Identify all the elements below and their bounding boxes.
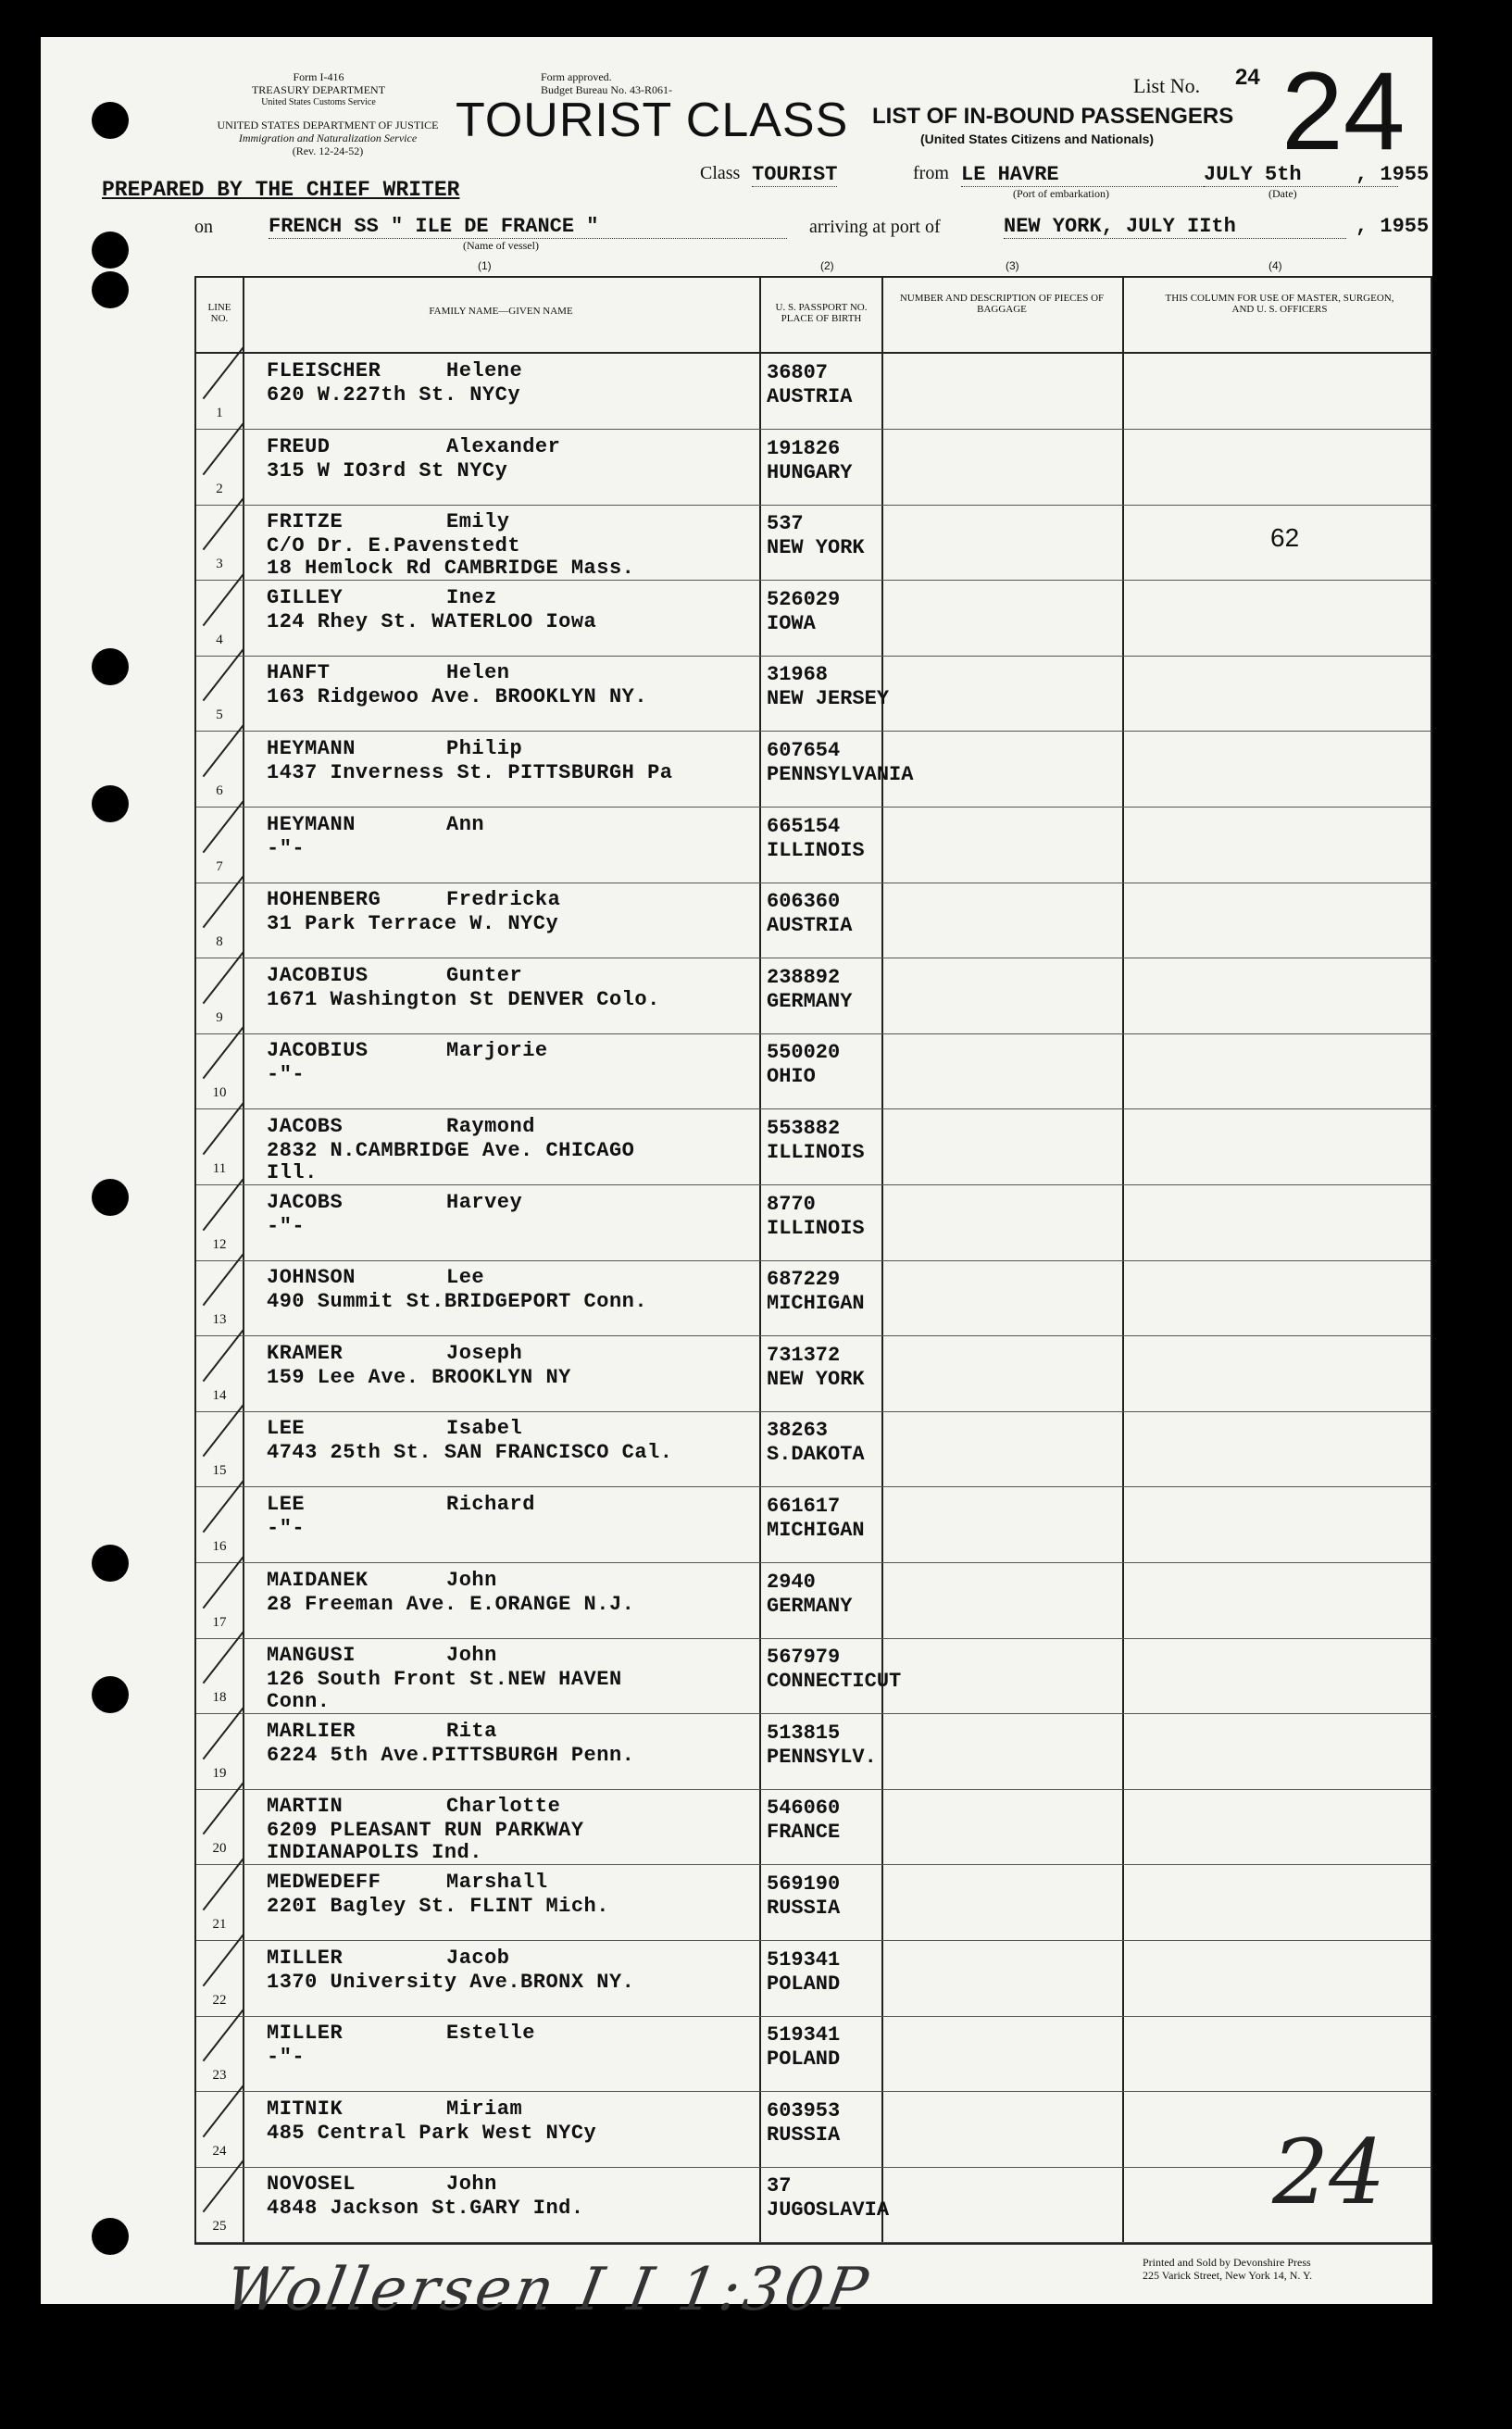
place-of-birth: HUNGARY <box>767 460 853 484</box>
line-number: 17 <box>212 1614 227 1630</box>
header-passport: U. S. PASSPORT NO. PLACE OF BIRTH <box>775 302 868 324</box>
list-subtitle: (United States Citizens and Nationals) <box>920 131 1155 146</box>
date-caption: (Date) <box>1268 187 1297 200</box>
header-officers: THIS COLUMN FOR USE OF MASTER, SURGEON, AND U. S. OFFICERS <box>1165 293 1394 315</box>
table-row <box>196 1941 1431 2017</box>
table-row <box>196 732 1431 808</box>
official-note: 62 <box>1270 523 1300 553</box>
passport-number: 8770 <box>767 1192 816 1216</box>
printer-line-1: Printed and Sold by Devonshire Press <box>1143 2256 1311 2269</box>
address: 126 South Front St.NEW HAVEN <box>267 1668 622 1692</box>
check-mark-icon <box>203 347 244 399</box>
family-name: JACOBIUS <box>267 1039 369 1063</box>
check-mark-icon <box>203 574 244 626</box>
embarkation-caption: (Port of embarkation) <box>1013 187 1109 200</box>
on-label: on <box>194 217 213 237</box>
given-name: Rita <box>446 1719 497 1743</box>
family-name: GILLEY <box>267 585 344 609</box>
check-mark-icon <box>203 1934 244 1985</box>
place-of-birth: GERMANY <box>767 1594 853 1618</box>
binder-hole <box>92 232 129 269</box>
check-mark-icon <box>203 1330 244 1382</box>
line-number: 18 <box>212 1690 227 1706</box>
vessel-caption: (Name of vessel) <box>463 239 539 252</box>
table-row <box>196 656 1431 732</box>
family-name: FRITZE <box>267 510 344 534</box>
address: 159 Lee Ave. BROOKLYN NY <box>267 1365 571 1389</box>
form-title: TOURIST CLASS <box>456 94 849 147</box>
place-of-birth: ILLINOIS <box>767 1216 865 1240</box>
passport-number: 519341 <box>767 2023 841 2047</box>
table-row <box>196 808 1431 883</box>
address: -"- <box>267 2046 306 2070</box>
table-row <box>196 1638 1431 1714</box>
table-row <box>196 1714 1431 1790</box>
line-number: 4 <box>216 632 223 647</box>
table-row <box>196 1789 1431 1865</box>
place-of-birth: GERMANY <box>767 989 853 1013</box>
given-name: John <box>446 2172 497 2197</box>
printer-line-2: 225 Varick Street, New York 14, N. Y. <box>1143 2269 1313 2282</box>
family-name: KRAMER <box>267 1341 344 1365</box>
line-number: 24 <box>212 2143 227 2159</box>
budget-label: Budget Bureau No. 43-R061- <box>541 83 672 96</box>
place-of-birth: NEW JERSEY <box>767 687 890 711</box>
line-number: 16 <box>212 1539 227 1554</box>
line-number: 2 <box>216 481 223 496</box>
family-name: MEDWEDEFF <box>267 1871 381 1894</box>
address: 4848 Jackson St.GARY Ind. <box>267 2197 584 2221</box>
line-number: 10 <box>212 1085 227 1101</box>
given-name: Charlotte <box>446 1795 561 1819</box>
family-name: NOVOSEL <box>267 2172 356 2197</box>
binder-hole <box>92 102 129 139</box>
given-name: John <box>446 1568 497 1592</box>
table-row <box>196 1865 1431 1941</box>
check-mark-icon <box>203 800 244 852</box>
check-mark-icon <box>203 725 244 777</box>
place-of-birth: S.DAKOTA <box>767 1443 865 1467</box>
check-mark-icon <box>203 649 244 701</box>
check-mark-icon <box>203 876 244 928</box>
justice-block <box>189 119 467 157</box>
header-line-no: LINE NO. <box>207 302 231 324</box>
check-mark-icon <box>203 2085 244 2137</box>
given-name: Helene <box>446 359 523 382</box>
list-number-small: 24 <box>1235 65 1260 90</box>
from-label: from <box>913 163 949 183</box>
given-name: Ann <box>446 812 485 836</box>
family-name: MARLIER <box>267 1719 356 1743</box>
from-value: LE HAVRE <box>961 163 1230 187</box>
table-row <box>196 2167 1431 2243</box>
prepared-by: PREPARED BY THE CHIEF WRITER <box>102 178 460 202</box>
check-mark-icon <box>203 2160 244 2212</box>
line-number: 21 <box>212 1917 227 1932</box>
place-of-birth: AUSTRIA <box>767 385 853 408</box>
col-num-1: (1) <box>478 259 492 272</box>
line-number: 8 <box>216 934 223 950</box>
given-name: Fredricka <box>446 888 561 912</box>
address: -"- <box>267 1063 306 1087</box>
family-name: MARTIN <box>267 1795 344 1819</box>
place-of-birth: OHIO <box>767 1065 816 1089</box>
place-of-birth: RUSSIA <box>767 1897 841 1920</box>
table-row <box>196 581 1431 657</box>
line-number: 15 <box>212 1463 227 1479</box>
list-number-label: List No. <box>1133 74 1201 97</box>
arrival-year: , 1955 <box>1356 215 1430 238</box>
family-name: LEE <box>267 1417 306 1441</box>
table-row <box>196 1563 1431 1639</box>
place-of-birth: CONNECTICUT <box>767 1670 902 1694</box>
address-line-2: Ill. <box>267 1161 318 1184</box>
given-name: Emily <box>446 510 510 534</box>
line-number: 13 <box>212 1312 227 1328</box>
binder-hole <box>92 271 129 308</box>
binder-hole <box>92 2218 129 2255</box>
binder-hole <box>92 648 129 685</box>
treasury-label: TREASURY DEPARTMENT <box>251 83 386 96</box>
place-of-birth: POLAND <box>767 2047 841 2072</box>
table-row <box>196 1109 1431 1185</box>
check-mark-icon <box>203 1405 244 1457</box>
line-number: 7 <box>216 858 223 874</box>
passport-number: 38263 <box>767 1419 829 1443</box>
form-number: Form I-416 <box>293 70 344 83</box>
passport-number: 607654 <box>767 739 841 762</box>
line-number: 3 <box>216 557 223 572</box>
family-name: JOHNSON <box>267 1266 356 1290</box>
passport-number: 36807 <box>767 361 829 384</box>
given-name: Richard <box>446 1493 535 1516</box>
passport-number: 606360 <box>767 890 841 914</box>
passport-number: 731372 <box>767 1343 841 1367</box>
place-of-birth: AUSTRIA <box>767 914 853 938</box>
address: 490 Summit St.BRIDGEPORT Conn. <box>267 1290 648 1314</box>
address: 1671 Washington St DENVER Colo. <box>267 987 660 1011</box>
table-row <box>196 2092 1431 2168</box>
given-name: Jacob <box>446 1946 510 1970</box>
departure-year: , 1955 <box>1356 163 1430 186</box>
place-of-birth: ILLINOIS <box>767 1141 865 1164</box>
form-id-block <box>198 70 439 109</box>
customs-label: United States Customs Service <box>261 97 376 107</box>
col-num-3: (3) <box>1006 259 1019 272</box>
passport-number: 513815 <box>767 1721 841 1745</box>
given-name: Joseph <box>446 1341 523 1365</box>
address: 31 Park Terrace W. NYCy <box>267 912 559 936</box>
given-name: Helen <box>446 661 510 685</box>
line-number: 14 <box>212 1387 227 1403</box>
address: -"- <box>267 836 306 860</box>
passport-number: 553882 <box>767 1117 841 1140</box>
address: 124 Rhey St. WATERLOO Iowa <box>267 609 597 633</box>
address: 220I Bagley St. FLINT Mich. <box>267 1895 609 1918</box>
line-number: 23 <box>212 2068 227 2084</box>
table-row <box>196 430 1431 506</box>
given-name: Marjorie <box>446 1039 548 1063</box>
table-row <box>196 1411 1431 1487</box>
passport-number: 37 <box>767 2174 792 2198</box>
check-mark-icon <box>203 1481 244 1533</box>
binder-hole <box>92 1179 129 1216</box>
address: 315 W IO3rd St NYCy <box>267 458 508 482</box>
given-name: Philip <box>446 737 523 760</box>
margin-number: 24 <box>1272 2121 1386 2224</box>
list-number-big: 24 <box>1281 49 1406 173</box>
family-name: JACOBS <box>267 1115 344 1138</box>
address: 1370 University Ave.BRONX NY. <box>267 1970 635 1994</box>
address: 485 Central Park West NYCy <box>267 2121 597 2145</box>
given-name: Raymond <box>446 1115 535 1138</box>
address: 620 W.227th St. NYCy <box>267 383 521 407</box>
family-name: MITNIK <box>267 2097 344 2121</box>
address: -"- <box>267 1517 306 1540</box>
check-mark-icon <box>203 498 244 550</box>
table-row <box>196 1260 1431 1336</box>
address-line-2: Conn. <box>267 1690 331 1714</box>
place-of-birth: RUSSIA <box>767 2122 841 2147</box>
family-name: HOHENBERG <box>267 888 381 912</box>
header-name: FAMILY NAME—GIVEN NAME <box>429 306 573 317</box>
arriving-label: arriving at port of <box>809 217 941 237</box>
place-of-birth: IOWA <box>767 611 816 635</box>
class-value: TOURIST <box>752 163 838 186</box>
address: C/O Dr. E.Pavenstedt <box>267 534 521 558</box>
family-name: HANFT <box>267 661 331 685</box>
family-name: MAIDANEK <box>267 1568 369 1592</box>
family-name: MILLER <box>267 2022 344 2046</box>
approval-label: Form approved. <box>541 70 612 83</box>
line-number: 25 <box>212 2219 227 2235</box>
family-name: FLEISCHER <box>267 359 381 382</box>
passport-number: 238892 <box>767 965 841 989</box>
passport-number: 537 <box>767 512 804 536</box>
given-name: Estelle <box>446 2022 535 2046</box>
binder-hole <box>92 1676 129 1713</box>
passport-number: 550020 <box>767 1041 841 1065</box>
passport-number: 567979 <box>767 1646 841 1670</box>
address: 163 Ridgewoo Ave. BROOKLYN NY. <box>267 685 648 709</box>
check-mark-icon <box>203 1632 244 1684</box>
place-of-birth: FRANCE <box>767 1821 841 1845</box>
given-name: Marshall <box>446 1871 548 1894</box>
address: 2832 N.CAMBRIDGE Ave. CHICAGO <box>267 1139 635 1162</box>
given-name: Miriam <box>446 2097 523 2121</box>
address: -"- <box>267 1214 306 1238</box>
class-label: Class <box>700 163 741 183</box>
given-name: Lee <box>446 1266 485 1290</box>
header-baggage: NUMBER AND DESCRIPTION OF PIECES OF BAGGAGE <box>899 293 1105 315</box>
table-row <box>196 1336 1431 1412</box>
address: 1437 Inverness St. PITTSBURGH Pa <box>267 761 673 784</box>
address-line-2: INDIANAPOLIS Ind. <box>267 1841 482 1865</box>
table-row <box>196 958 1431 1034</box>
ins-label: Immigration and Naturalization Service <box>238 131 418 144</box>
check-mark-icon <box>203 1178 244 1230</box>
col-num-2: (2) <box>820 259 834 272</box>
address: 28 Freeman Ave. E.ORANGE N.J. <box>267 1592 635 1616</box>
family-name: LEE <box>267 1493 306 1516</box>
line-number: 9 <box>216 1009 223 1025</box>
passport-number: 661617 <box>767 1495 841 1518</box>
check-mark-icon <box>203 952 244 1004</box>
passport-number: 191826 <box>767 436 841 460</box>
line-number: 22 <box>212 1992 227 2008</box>
family-name: JACOBS <box>267 1190 344 1214</box>
place-of-birth: PENNSYLVANIA <box>767 763 914 786</box>
line-number: 1 <box>216 406 223 420</box>
col-num-4: (4) <box>1268 259 1282 272</box>
table-row <box>196 354 1431 430</box>
manifest-page <box>41 37 1432 2324</box>
address: 6209 PLEASANT RUN PARKWAY <box>267 1819 584 1843</box>
revision-label: (Rev. 12-24-52) <box>292 144 364 157</box>
address: 6224 5th Ave.PITTSBURGH Penn. <box>267 1743 635 1767</box>
given-name: John <box>446 1644 497 1668</box>
table-row <box>196 1487 1431 1563</box>
passport-number: 546060 <box>767 1797 841 1821</box>
binder-hole <box>92 1545 129 1582</box>
line-number: 11 <box>212 1161 227 1176</box>
place-of-birth: ILLINOIS <box>767 838 865 862</box>
place-of-birth: MICHIGAN <box>767 1292 865 1316</box>
table-row <box>196 883 1431 958</box>
table-row <box>196 2016 1431 2092</box>
line-number: 20 <box>212 1841 227 1857</box>
family-name: HEYMANN <box>267 737 356 760</box>
passport-number: 519341 <box>767 1947 841 1972</box>
justice-label: UNITED STATES DEPARTMENT OF JUSTICE <box>217 119 439 131</box>
passport-number: 665154 <box>767 814 841 838</box>
list-title: LIST OF IN-BOUND PASSENGERS <box>872 104 1234 129</box>
check-mark-icon <box>203 1103 244 1155</box>
given-name: Gunter <box>446 963 523 987</box>
table-row <box>196 1185 1431 1261</box>
check-mark-icon <box>203 1254 244 1306</box>
address: 4743 25th St. SAN FRANCISCO Cal. <box>267 1441 673 1465</box>
line-number: 5 <box>216 707 223 723</box>
place-of-birth: NEW YORK <box>767 1367 865 1391</box>
check-mark-icon <box>203 1783 244 1834</box>
line-number: 19 <box>212 1765 227 1781</box>
given-name: Alexander <box>446 434 561 458</box>
family-name: MILLER <box>267 1946 344 1970</box>
passport-number: 31968 <box>767 663 829 687</box>
passenger-table <box>194 276 1432 2245</box>
family-name: FREUD <box>267 434 331 458</box>
family-name: HEYMANN <box>267 812 356 836</box>
given-name: Harvey <box>446 1190 523 1214</box>
place-of-birth: JUGOSLAVIA <box>767 2198 890 2222</box>
family-name: MANGUSI <box>267 1644 356 1668</box>
address-line-2: 18 Hemlock Rd CAMBRIDGE Mass. <box>267 557 635 581</box>
vessel-name: FRENCH SS " ILE DE FRANCE " <box>269 215 787 239</box>
table-row <box>196 1033 1431 1109</box>
binder-hole <box>92 785 129 822</box>
given-name: Inez <box>446 585 497 609</box>
passport-number: 569190 <box>767 1872 841 1896</box>
given-name: Isabel <box>446 1417 523 1441</box>
table-row <box>196 505 1431 581</box>
departure-date: JULY 5th <box>1204 163 1398 187</box>
place-of-birth: NEW YORK <box>767 536 865 560</box>
line-number: 6 <box>216 783 223 798</box>
place-of-birth: POLAND <box>767 1972 841 1996</box>
check-mark-icon <box>203 422 244 474</box>
check-mark-icon <box>203 1859 244 1910</box>
arrival-port-date: NEW YORK, JULY IIth <box>1004 215 1346 239</box>
check-mark-icon <box>203 1556 244 1608</box>
passport-number: 603953 <box>767 2098 841 2122</box>
passport-number: 687229 <box>767 1268 841 1292</box>
handwritten-signature: Wollersen I I 1:30P <box>219 2256 877 2324</box>
passport-number: 2940 <box>767 1570 816 1594</box>
line-number: 12 <box>212 1236 227 1252</box>
family-name: JACOBIUS <box>267 963 369 987</box>
place-of-birth: PENNSYLV. <box>767 1745 877 1769</box>
check-mark-icon <box>203 2010 244 2061</box>
check-mark-icon <box>203 1708 244 1759</box>
passport-number: 526029 <box>767 587 841 611</box>
place-of-birth: MICHIGAN <box>767 1519 865 1542</box>
check-mark-icon <box>203 1027 244 1079</box>
